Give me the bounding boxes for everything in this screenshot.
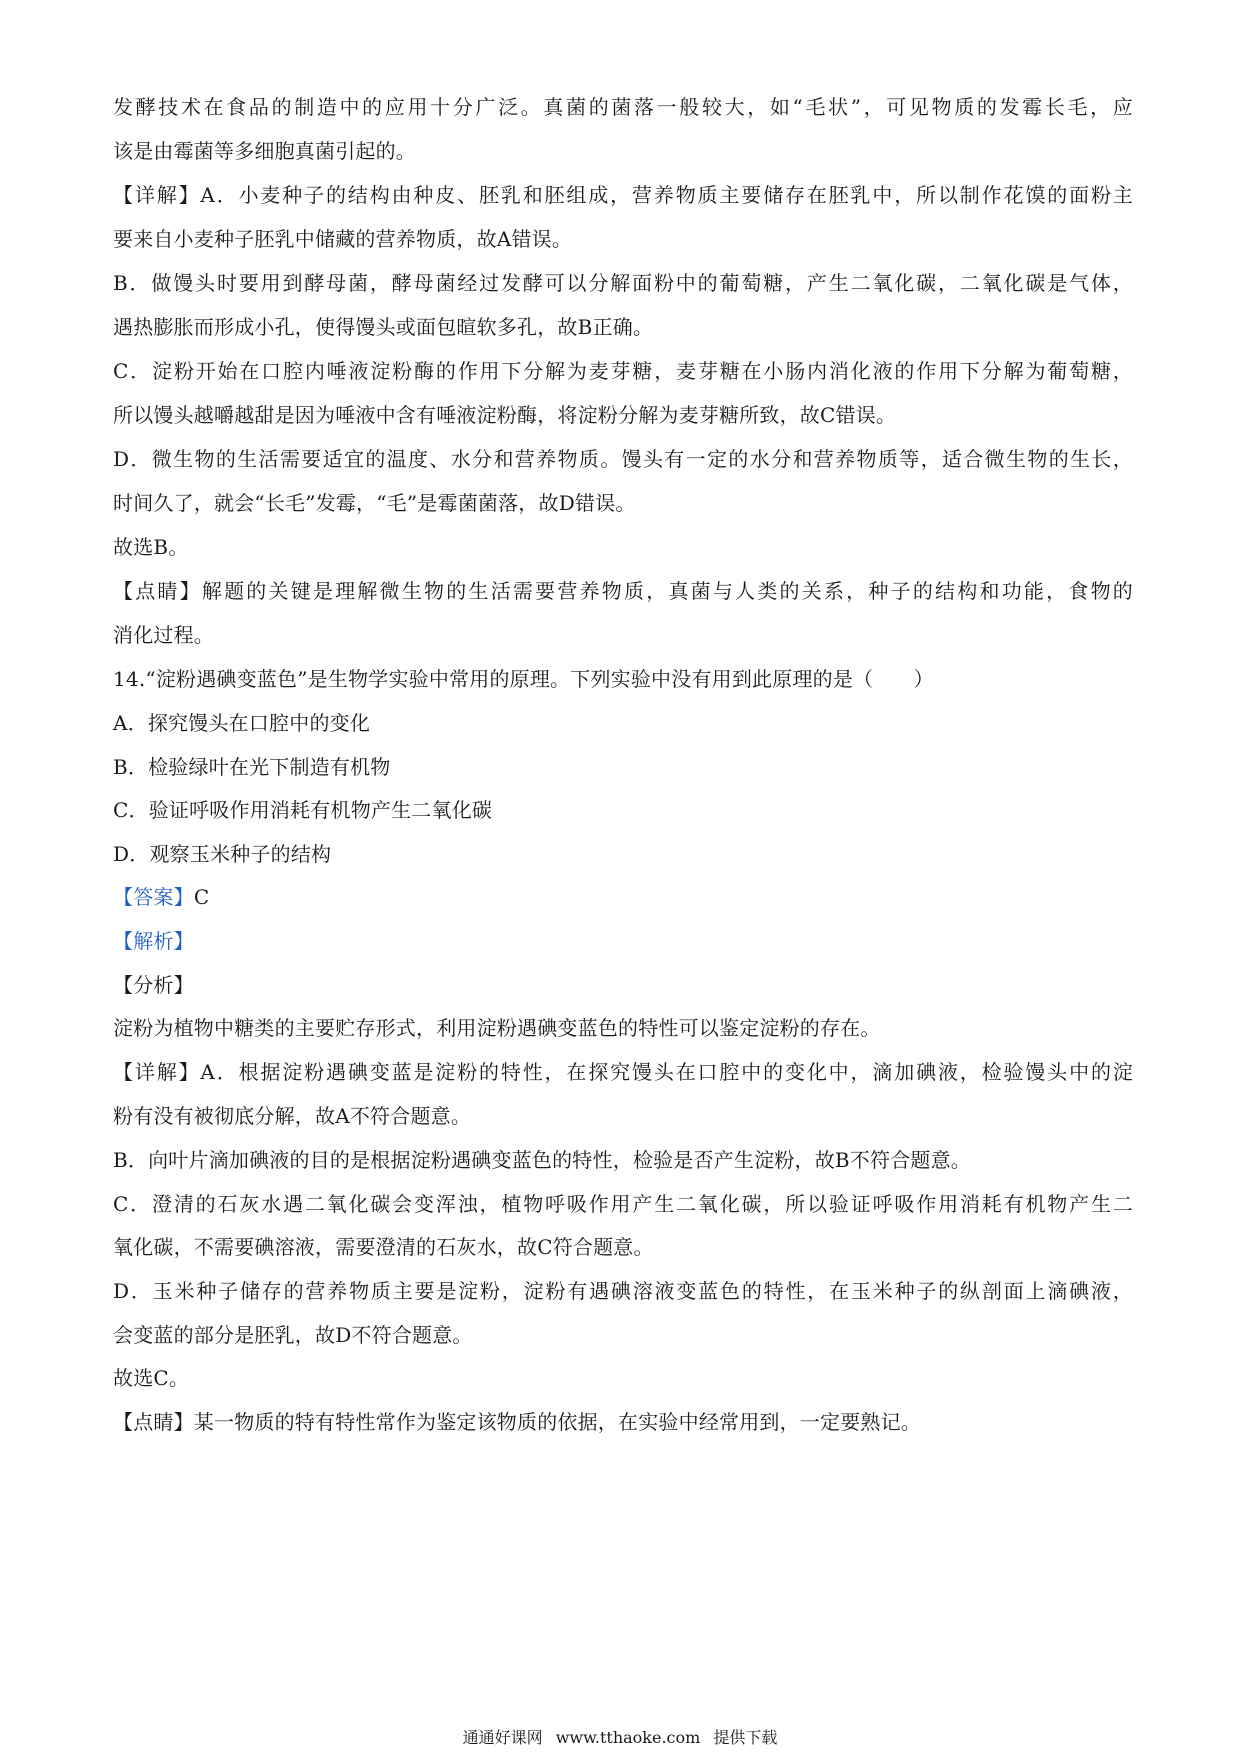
text-line: 故选C。 (113, 1366, 190, 1390)
text-line: C．澄清的石灰水遇二氧化碳会变浑浊，植物呼吸作用产生二氧化碳，所以验证呼吸作用消耗有机物产生二 (113, 1192, 1133, 1216)
answer-value: C (193, 885, 210, 909)
text-line: 淀粉为植物中糖类的主要贮存形式，利用淀粉遇碘变蓝色的特性可以鉴定淀粉的存在。 (113, 1016, 881, 1040)
text-line: D．微生物的生活需要适宜的温度、水分和营养物质。馒头有一定的水分和营养物质等，适合微生物的生长， (113, 447, 1133, 471)
text-line: 【点睛】某一物质的特有特性常作为鉴定该物质的依据，在实验中经常用到，一定要熟记。 (113, 1410, 921, 1434)
text-line: 【点睛】解题的关键是理解微生物的生活需要营养物质，真菌与人类的关系，种子的结构和功能，食物的 (113, 579, 1133, 603)
question-stem: 14.“淀粉遇碘变蓝色”是生物学实验中常用的原理。下列实验中没有用到此原理的是（ ） (113, 667, 934, 691)
text-line: B．做馒头时要用到酵母菌，酵母菌经过发酵可以分解面粉中的葡萄糖，产生二氧化碳，二氧化碳是气体， (113, 271, 1133, 295)
text-line: 故选B。 (113, 535, 189, 559)
text-line: 该是由霉菌等多细胞真菌引起的。 (113, 139, 416, 163)
text-line: C．淀粉开始在口腔内唾液淀粉酶的作用下分解为麦芽糖，麦芽糖在小肠内消化液的作用下分解为葡萄糖， (113, 359, 1133, 383)
text-line: 所以馒头越嚼越甜是因为唾液中含有唾液淀粉酶，将淀粉分解为麦芽糖所致，故C错误。 (113, 403, 897, 427)
text-line: 消化过程。 (113, 623, 214, 647)
text-line: 会变蓝的部分是胚乳，故D不符合题意。 (113, 1323, 473, 1347)
text-line: 【分析】 (113, 973, 194, 997)
option-d: D．观察玉米种子的结构 (113, 842, 332, 866)
text-line: 【详解】A．根据淀粉遇碘变蓝是淀粉的特性，在探究馒头在口腔中的变化中，滴加碘液，检验馒头中的淀 (113, 1060, 1133, 1084)
option-c: C．验证呼吸作用消耗有机物产生二氧化碳 (113, 798, 493, 822)
option-b: B．检验绿叶在光下制造有机物 (113, 755, 391, 779)
text-line: B．向叶片滴加碘液的目的是根据淀粉遇碘变蓝色的特性，检验是否产生淀粉，故B不符合题意。 (113, 1148, 971, 1172)
footer-url[interactable]: www.tthaoke.com (555, 1728, 701, 1747)
text-line: 发酵技术在食品的制造中的应用十分广泛。真菌的菌落一般较大，如“毛状”，可见物质的发霉长毛，应 (113, 95, 1133, 119)
page-footer (0, 1728, 1240, 1748)
text-line: D．玉米种子储存的营养物质主要是淀粉，淀粉有遇碘溶液变蓝色的特性，在玉米种子的纵剖面上滴碘液， (113, 1279, 1133, 1303)
text-line: 要来自小麦种子胚乳中储藏的营养物质，故A错误。 (113, 227, 573, 251)
answer-line (113, 882, 1133, 912)
text-line: 粉有没有被彻底分解，故A不符合题意。 (113, 1104, 472, 1128)
text-line: 【详解】A．小麦种子的结构由种皮、胚乳和胚组成，营养物质主要储存在胚乳中，所以制作花馍的面粉主 (113, 183, 1133, 207)
option-a: A．探究馒头在口腔中的变化 (113, 711, 371, 735)
text-line: 遇热膨胀而形成小孔，使得馒头或面包暄软多孔，故B正确。 (113, 315, 654, 339)
text-line: 时间久了，就会“长毛”发霉，“毛”是霉菌菌落，故D错误。 (113, 491, 636, 515)
answer-label: 【答案】 (113, 885, 194, 909)
footer-site-name: 通通好课网 (462, 1728, 543, 1747)
text-line: 氧化碳，不需要碘溶液，需要澄清的石灰水，故C符合题意。 (113, 1235, 654, 1259)
footer-suffix: 提供下载 (713, 1728, 778, 1747)
analysis-label: 【解析】 (113, 929, 194, 953)
